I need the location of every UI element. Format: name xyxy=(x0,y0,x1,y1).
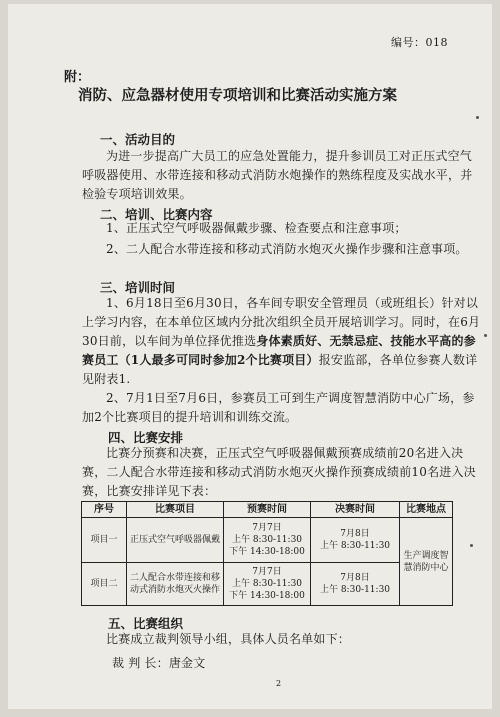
schedule-table xyxy=(81,501,453,606)
training-time-item-1 xyxy=(82,294,482,389)
training-time-item-1-part-a: 1、6月18日至6月30日，各车间专职安全管理员（或班组长）针对以上学习内容，在本单位区域内分批次组织全员开展培训学习。同时，在6月30日前，以车间为单位择优推选 xyxy=(82,296,481,348)
content-item-1: 1、正压式空气呼吸器佩戴步骤、检查要点和注意事项； xyxy=(106,221,407,235)
header-final-time: 决赛时间 xyxy=(311,502,400,518)
prelim-morning: 上午 8:30-11:30 xyxy=(231,579,303,589)
header-location: 比赛地点 xyxy=(400,502,453,518)
scan-speck xyxy=(470,544,473,547)
final-date: 7月8日 xyxy=(340,573,370,583)
row-no: 项目一 xyxy=(82,518,127,563)
row-event: 正压式空气呼吸器佩戴 xyxy=(127,518,224,563)
training-time-item-1-highlight: 身体素质好、无禁忌症、技能水平高的参赛员工（1人最多可同时参加2个比赛项目） xyxy=(82,334,476,367)
row-prelim-time xyxy=(224,518,311,563)
section-heading-schedule: 四、比赛安排 xyxy=(108,430,184,445)
row-no: 项目二 xyxy=(82,563,127,606)
document-number: 编号：018 xyxy=(391,36,448,49)
header-event: 比赛项目 xyxy=(127,502,224,518)
prelim-afternoon: 下午 14:30-18:00 xyxy=(229,591,305,601)
section-heading-purpose: 一、活动目的 xyxy=(100,132,176,147)
training-time-item-1-part-c: 报安监部，各单位参赛人数详见附表1. xyxy=(82,353,478,386)
chief-judge-line xyxy=(112,654,500,673)
chief-judge-label: 裁 判 长： xyxy=(112,656,169,670)
row-event: 二人配合水带连接和移动式消防水炮灭火操作 xyxy=(127,563,224,606)
section-heading-content: 二、培训、比赛内容 xyxy=(100,207,213,222)
document-page xyxy=(8,4,492,709)
section-text-purpose: 为进一步提高广大员工的应急处置能力，提升参训员工对正压式空气呼吸器使用、水带连接和移动式消防水炮操作的熟练程度及实战水平，并检验专项培训效果。 xyxy=(82,149,473,201)
scan-speck xyxy=(476,116,479,119)
section-text-organization: 比赛成立裁判领导小组，具体人员名单如下： xyxy=(106,632,351,646)
row-final-time xyxy=(311,563,400,606)
final-date: 7月8日 xyxy=(340,529,370,539)
header-prelim-time: 预赛时间 xyxy=(224,502,311,518)
attachment-label: 附： xyxy=(64,70,91,85)
prelim-morning: 上午 8:30-11:30 xyxy=(231,535,303,545)
row-prelim-time xyxy=(224,563,311,606)
training-time-item-2: 2、7月1日至7月6日，参赛员工可到生产调度智慧消防中心广场，参加2个比赛项目的提升培训和训练交流。 xyxy=(82,391,475,424)
section-heading-training-time: 三、培训时间 xyxy=(100,280,176,295)
content-item-2: 2、二人配合水带连接和移动式消防水炮灭火操作步骤和注意事项。 xyxy=(106,242,468,256)
document-title: 消防、应急器材使用专项培训和比赛活动实施方案 xyxy=(78,87,397,104)
header-no: 序号 xyxy=(82,502,127,518)
chief-judge-name: 唐金文 xyxy=(168,656,206,670)
prelim-date: 7月7日 xyxy=(252,567,282,577)
prelim-afternoon: 下午 14:30-18:00 xyxy=(229,547,305,557)
page-number: 2 xyxy=(276,679,282,688)
row-final-time xyxy=(311,518,400,563)
final-morning: 上午 8:30-11:30 xyxy=(319,541,391,551)
scan-speck xyxy=(484,334,487,337)
table-row xyxy=(82,563,453,606)
section-text-schedule: 比赛分预赛和决赛，正压式空气呼吸器佩戴预赛成绩前20名进入决赛，二人配合水带连接和移动式消防水炮灭火操作预赛成绩前10名进入决赛，比赛安排详见下表： xyxy=(82,446,476,498)
row-location: 生产调度智慧消防中心 xyxy=(400,518,453,606)
final-morning: 上午 8:30-11:30 xyxy=(319,585,391,595)
table-header-row xyxy=(82,502,453,518)
table-row xyxy=(82,518,453,563)
prelim-date: 7月7日 xyxy=(252,523,282,533)
section-heading-organization: 五、比赛组织 xyxy=(108,616,184,631)
